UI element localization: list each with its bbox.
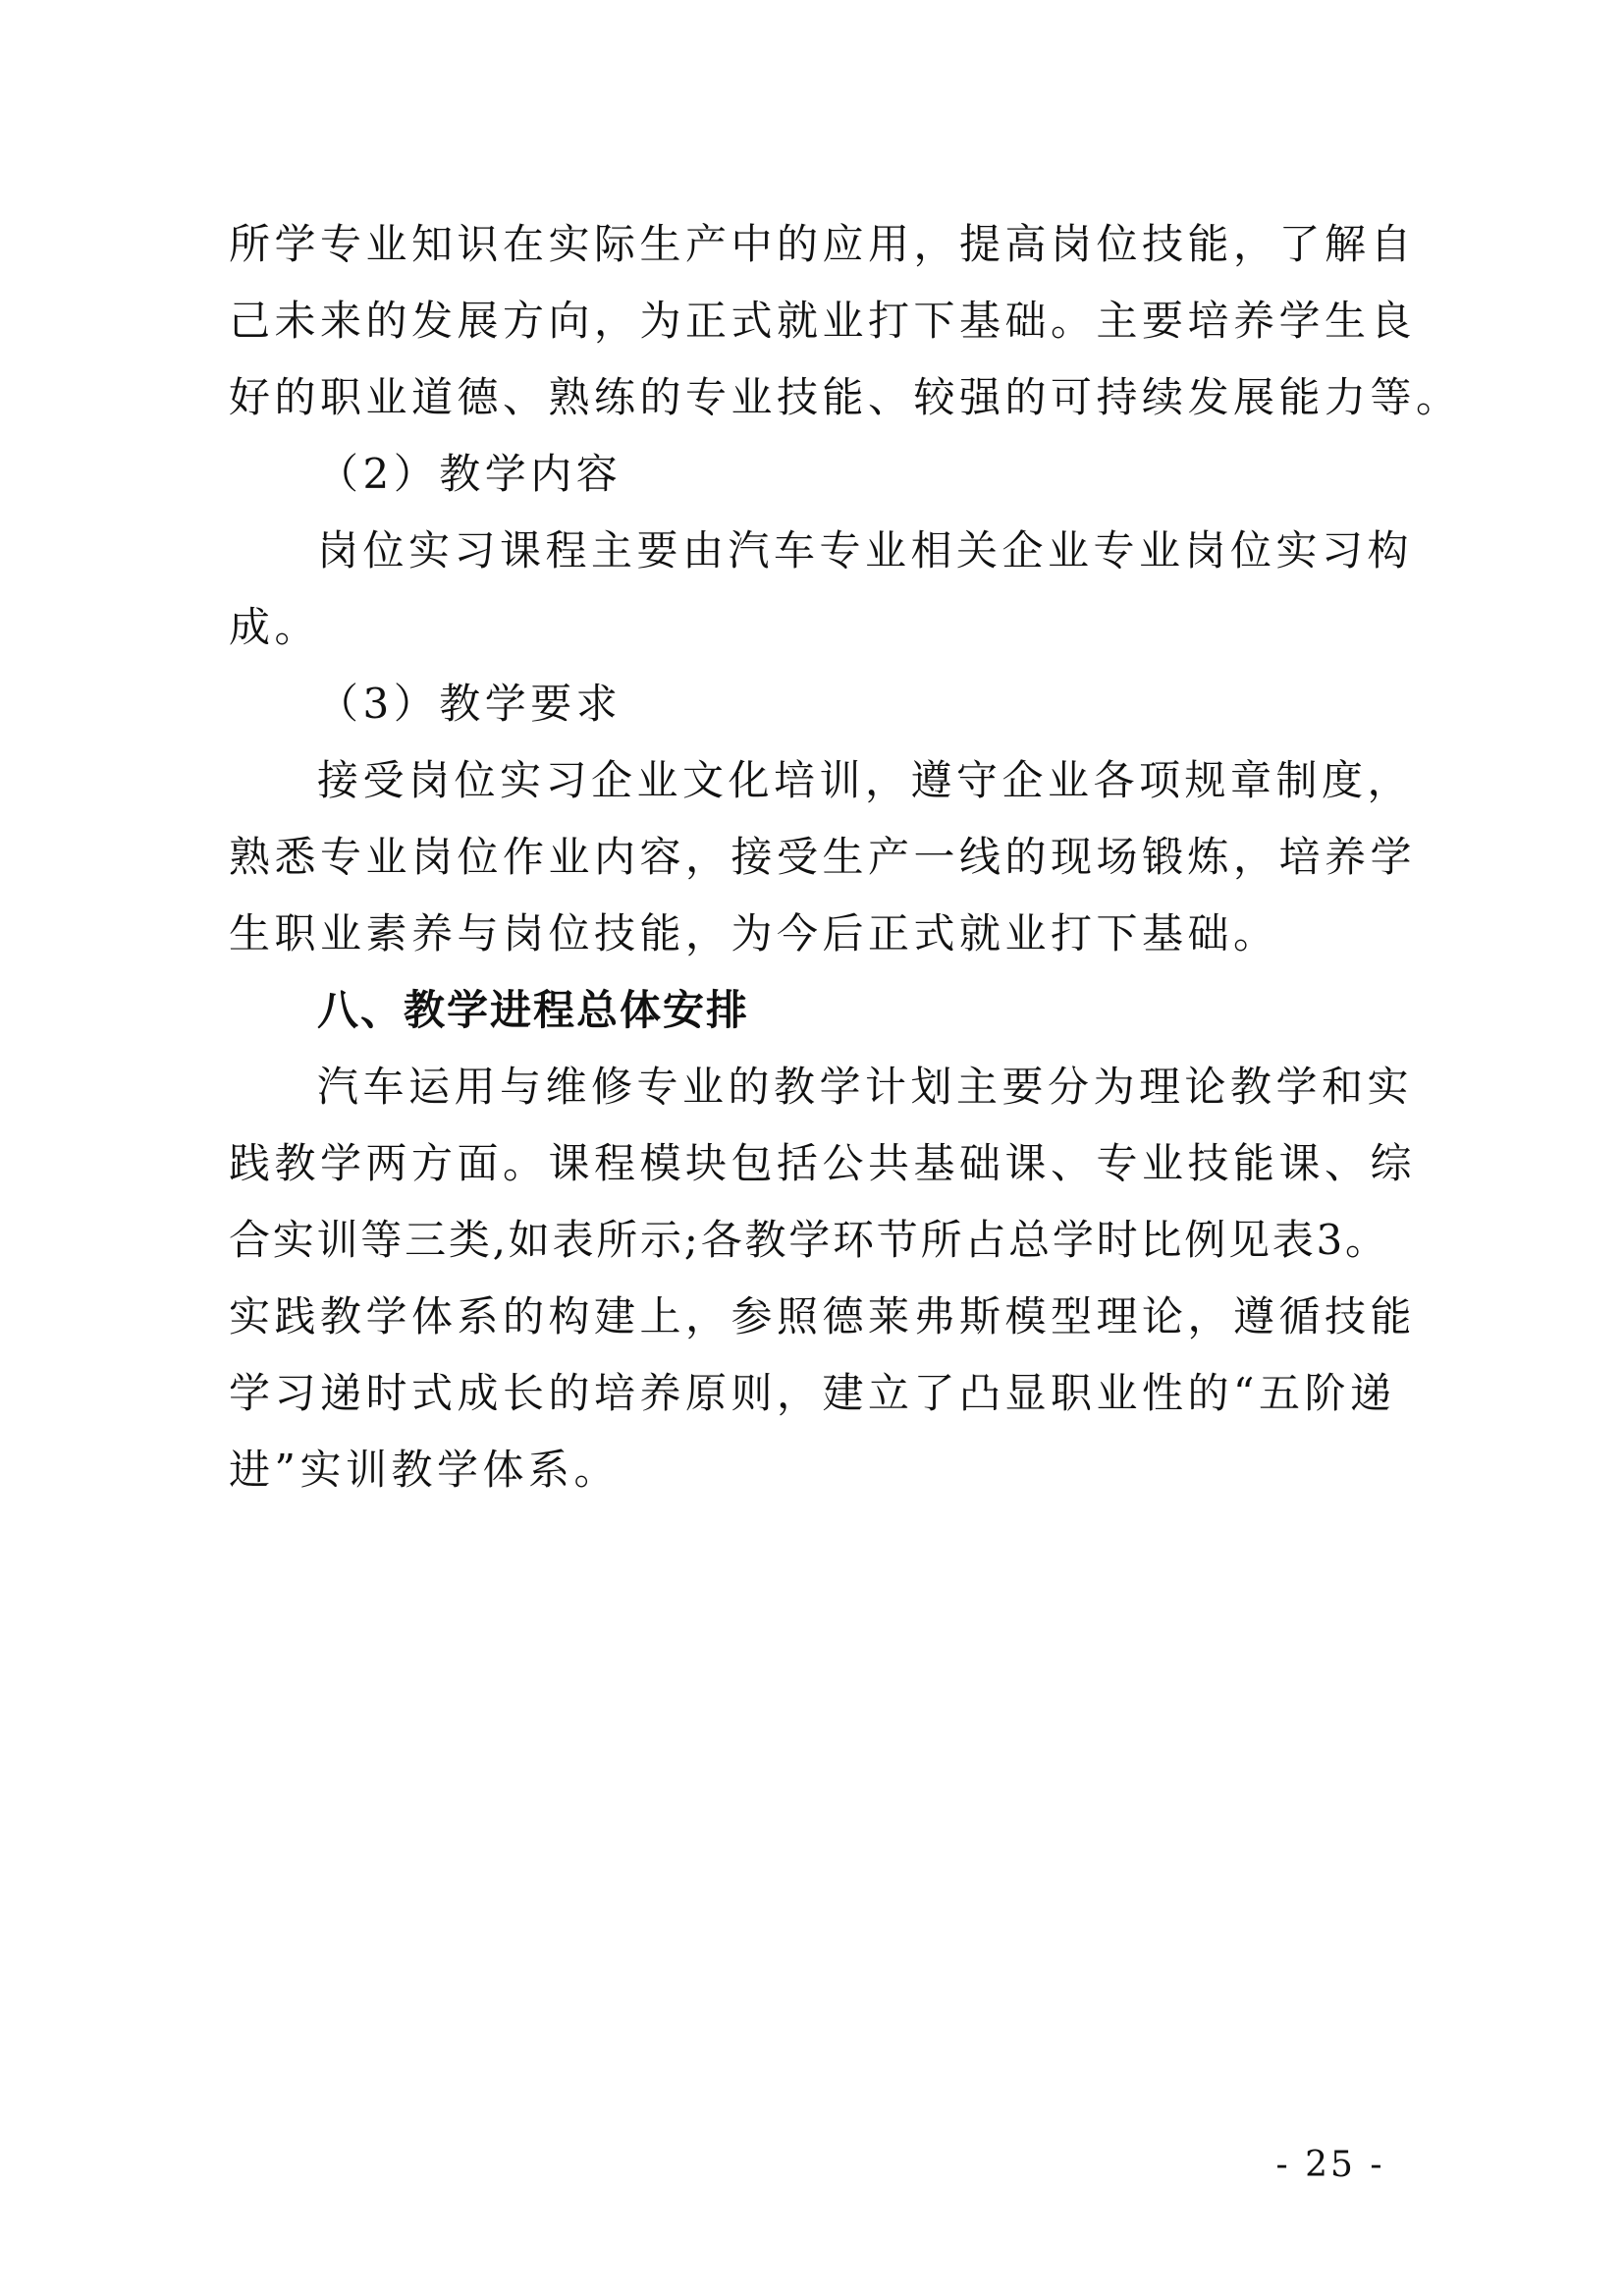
paragraph-line: 汽车运用与维修专业的教学计划主要分为理论教学和实 <box>317 1063 1414 1111</box>
subsection-heading: （3）教学要求 <box>317 680 622 728</box>
paragraph-line: 熟悉专业岗位作业内容，接受生产一线的现场锻炼，培养学 <box>229 833 1417 881</box>
paragraph-line: 成。 <box>229 603 321 651</box>
paragraph-line: 接受岗位实习企业文化培训，遵守企业各项规章制度， <box>317 756 1414 804</box>
paragraph-line: 进”实训教学体系。 <box>229 1446 620 1494</box>
paragraph-line: 生职业素养与岗位技能，为今后正式就业打下基础。 <box>229 909 1279 957</box>
paragraph-line: 实践教学体系的构建上，参照德莱弗斯模型理论，遵循技能 <box>229 1292 1417 1340</box>
page-content <box>229 206 1462 1508</box>
page-number: - 25 - <box>1275 2145 1385 2185</box>
paragraph-line: 践教学两方面。课程模块包括公共基础课、专业技能课、综 <box>229 1139 1417 1187</box>
paragraph-line: 己未来的发展方向，为正式就业打下基础。主要培养学生良 <box>229 297 1417 345</box>
section-heading: 八、教学进程总体安排 <box>317 986 750 1034</box>
paragraph-line: 合实训等三类,如表所示;各教学环节所占总学时比例见表3。 <box>229 1216 1387 1264</box>
paragraph-line: 所学专业知识在实际生产中的应用，提高岗位技能，了解自 <box>229 220 1417 268</box>
paragraph-line: 好的职业道德、熟练的专业技能、较强的可持续发展能力等。 <box>229 373 1462 421</box>
paragraph-line: 岗位实习课程主要由汽车专业相关企业专业岗位实习构 <box>317 526 1414 574</box>
subsection-heading: （2）教学内容 <box>317 450 622 498</box>
paragraph-line: 学习递时式成长的培养原则，建立了凸显职业性的“五阶递 <box>229 1369 1396 1417</box>
